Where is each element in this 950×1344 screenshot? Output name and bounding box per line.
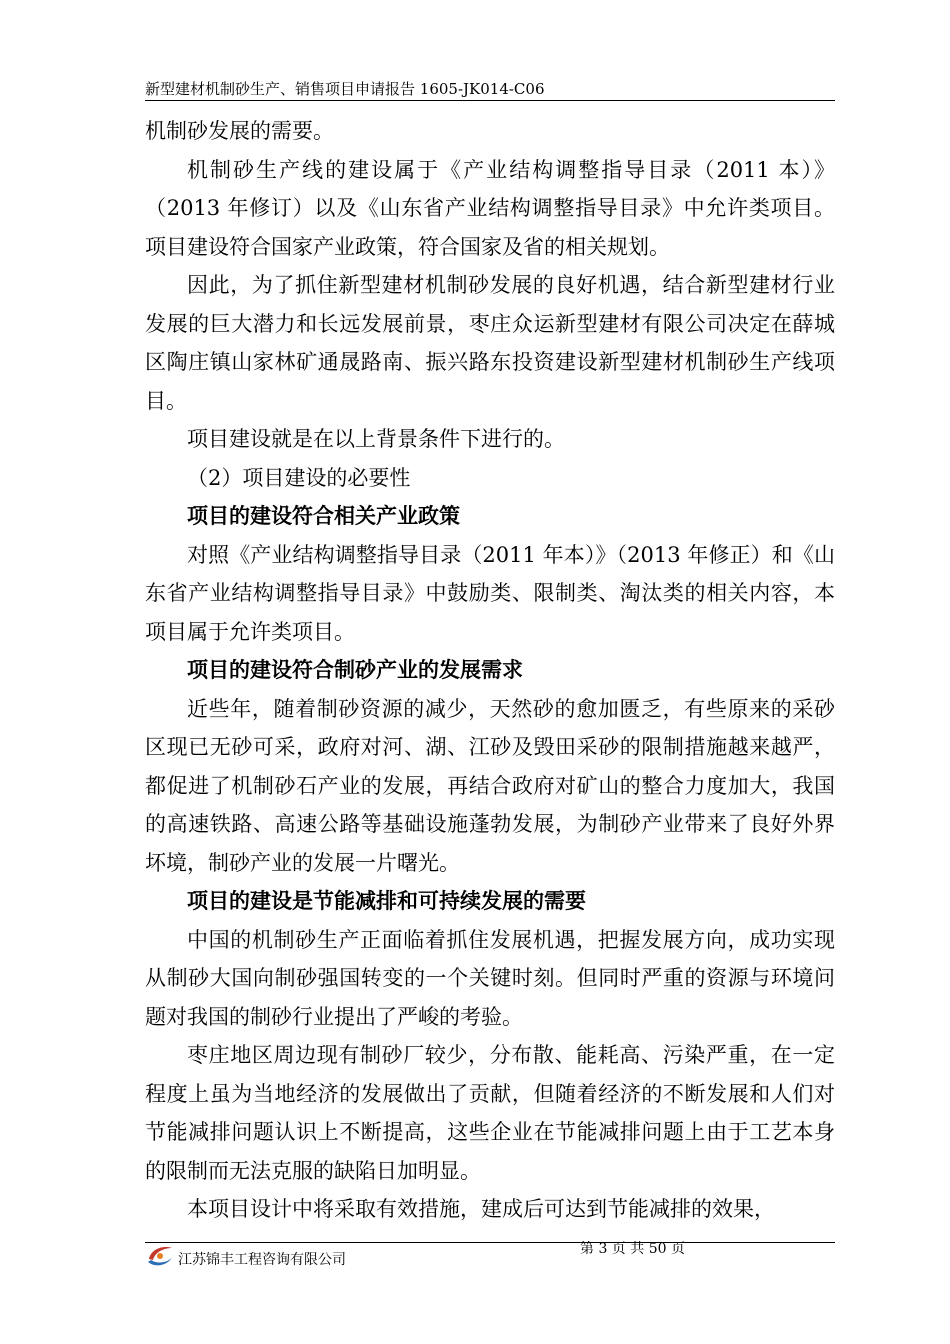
page-header bbox=[145, 80, 835, 101]
paragraph-9: 本项目设计中将采取有效措施，建成后可达到节能减排的效果， bbox=[187, 1197, 775, 1221]
header-title: 新型建材机制砂生产、销售项目申请报告 1605-JK014-C06 bbox=[145, 80, 545, 98]
section-heading-necessity: （2）项目建设的必要性 bbox=[187, 465, 411, 490]
footer-divider bbox=[145, 1242, 835, 1243]
paragraph-8: 枣庄地区周边现有制砂厂较少，分布散、能耗高、污染严重，在一定程度上虽为当地经济的发展做出了贡献，但随着经济的不断发展和人们对节能减排问题认识上不断提高，这些企业在节能减排问题上由于工艺本身的限制而无法克服的缺陷日加明显。 bbox=[145, 1043, 835, 1183]
subheading-development-demand: 项目的建设符合制砂产业的发展需求 bbox=[187, 657, 523, 682]
document-body bbox=[145, 112, 835, 1229]
paragraph-1: 机制砂发展的需要。 bbox=[145, 119, 334, 143]
company-logo-icon bbox=[145, 1243, 175, 1269]
paragraph-3: 因此，为了抓住新型建材机制砂发展的良好机遇，结合新型建材行业发展的巨大潜力和长远发展前景，枣庄众运新型建材有限公司决定在薛城区陶庄镇山家林矿通晟路南、振兴路东投资建设新型建材机制砂生产线项目。 bbox=[145, 273, 835, 413]
paragraph-5: 对照《产业结构调整指导目录（2011 年本）》（2013 年修正）和《山东省产业结构调整指导目录》中鼓励类、限制类、淘汰类的相关内容，本项目属于允许类项目。 bbox=[145, 542, 835, 644]
paragraph-7: 中国的机制砂生产正面临着抓住发展机遇，把握发展方向，成功实现从制砂大国向制砂强国转变的一个关键时刻。但同时严重的资源与环境问题对我国的制砂行业提出了严峻的考验。 bbox=[145, 927, 835, 1029]
footer-page-number: 第 3 页 共 50 页 bbox=[580, 1241, 685, 1257]
subheading-energy-saving: 项目的建设是节能减排和可持续发展的需要 bbox=[187, 888, 586, 913]
paragraph-6: 近些年，随着制砂资源的减少，天然砂的愈加匮乏，有些原来的采砂区现已无砂可采，政府对河、湖、江砂及毁田采砂的限制措施越来越严，都促进了机制砂石产业的发展，再结合政府对矿山的整合力度加大，我国的高速铁路、高速公路等基础设施蓬勃发展，为制砂产业带来了良好外界坏境，制砂产业的发展一片曙光。 bbox=[145, 696, 835, 875]
paragraph-2: 机制砂生产线的建设属于《产业结构调整指导目录（2011 本）》（2013 年修订）以及《山东省产业结构调整指导目录》中允许类项目。项目建设符合国家产业政策，符合国家及省的相关规划。 bbox=[145, 157, 835, 259]
paragraph-4: 项目建设就是在以上背景条件下进行的。 bbox=[187, 427, 565, 451]
subheading-industry-policy: 项目的建设符合相关产业政策 bbox=[187, 503, 460, 528]
footer-company-name: 江苏锦丰工程咨询有限公司 bbox=[178, 1252, 346, 1268]
